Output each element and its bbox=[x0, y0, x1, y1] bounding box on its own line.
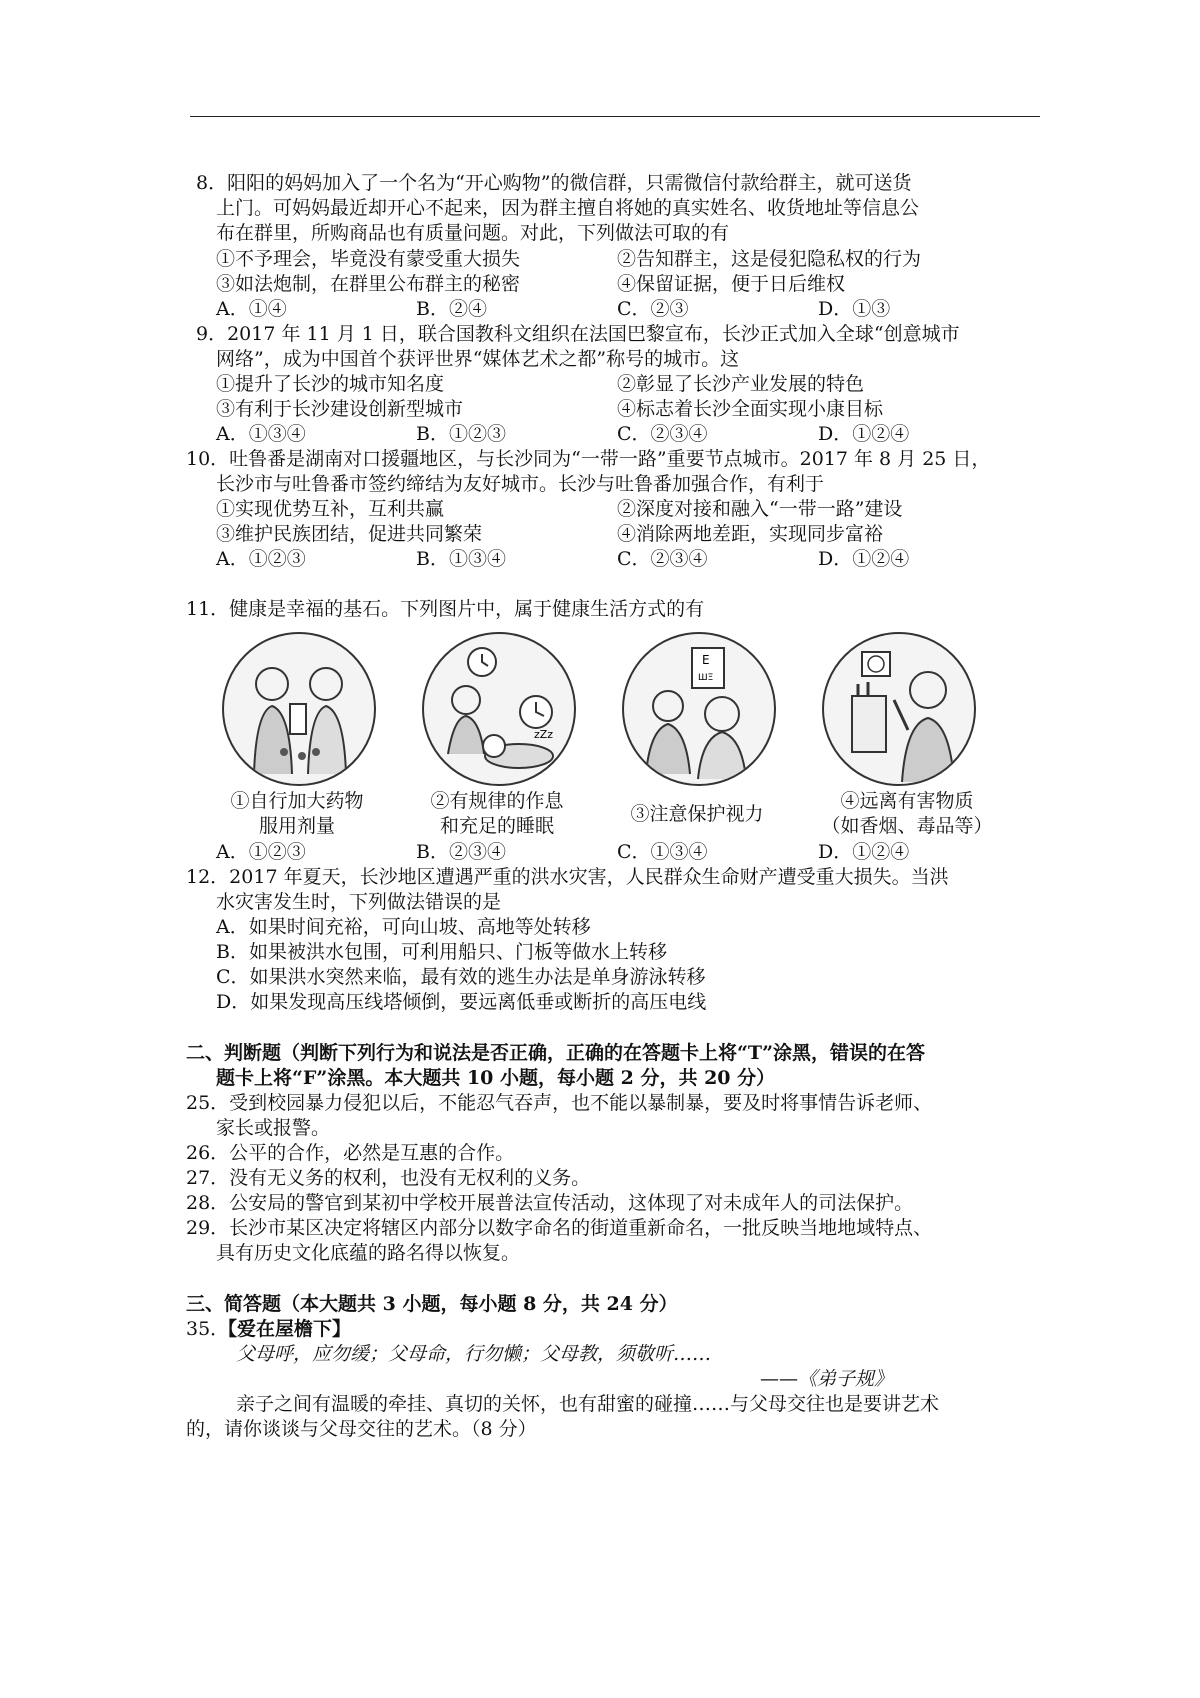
caption-1-line-1: ①自行加大药物 bbox=[230, 790, 364, 812]
caption-4-line-1: ④远离有害物质 bbox=[840, 790, 974, 812]
q10-item-1: ①实现优势互补，互利共赢 bbox=[216, 498, 445, 520]
q10-line-1: 10．吐鲁番是湖南对口援疆地区，与长沙同为“一带一路”重要节点城市。2017 年 8 月 25 日， bbox=[186, 448, 991, 470]
q10-option-b: B．①③④ bbox=[416, 548, 506, 570]
q9-option-b: B．①②③ bbox=[416, 423, 506, 445]
svg-text:E: E bbox=[702, 653, 710, 667]
q29-line-1: 29．长沙市某区决定将辖区内部分以数字命名的街道重新命名，一批反映当地地域特点、 bbox=[186, 1217, 933, 1239]
q12-line-2: 水灾害发生时，下列做法错误的是 bbox=[216, 891, 502, 913]
section2-heading-line-1: 二、判断题（判断下列行为和说法是否正确，正确的在答题卡上将“T”涂黑，错误的在答 bbox=[186, 1042, 925, 1064]
q11-stem: 11．健康是幸福的基石。下列图片中，属于健康生活方式的有 bbox=[186, 598, 705, 620]
q12-option-a: A．如果时间充裕，可向山坡、高地等处转移 bbox=[216, 916, 591, 938]
q35-title: 【爱在屋檐下】 bbox=[218, 1318, 352, 1340]
illustration-eyes bbox=[622, 632, 776, 786]
q9-item-1: ①提升了长沙的城市知名度 bbox=[216, 373, 445, 395]
q9-item-3: ③有利于长沙建设创新型城市 bbox=[216, 398, 464, 420]
q8-option-b: B．②④ bbox=[416, 298, 487, 320]
q8-item-2: ②告知群主，这是侵犯隐私权的行为 bbox=[617, 248, 922, 270]
q10-option-a: A．①②③ bbox=[216, 548, 306, 570]
caption-3-line-1: ③注意保护视力 bbox=[630, 803, 764, 825]
q11-option-d: D．①②④ bbox=[818, 841, 910, 863]
q10-option-d: D．①②④ bbox=[818, 548, 910, 570]
caption-2-line-2: 和充足的睡眠 bbox=[439, 815, 554, 837]
q9-option-c: C．②③④ bbox=[617, 423, 708, 445]
q8-line-2: 上门。可妈妈最近却开心不起来，因为群主擅自将她的真实姓名、收货地址等信息公 bbox=[216, 197, 920, 219]
q12-option-d: D．如果发现高压线塔倾倒，要远离低垂或断折的高压电线 bbox=[216, 991, 707, 1013]
header-rule bbox=[190, 116, 1040, 117]
q29-line-2: 具有历史文化底蕴的路名得以恢复。 bbox=[216, 1242, 521, 1264]
q8-option-c: C．②③ bbox=[617, 298, 689, 320]
q8-item-1: ①不予理会，毕竟没有蒙受重大损失 bbox=[216, 248, 521, 270]
q11-option-b: B．②③④ bbox=[416, 841, 506, 863]
q10-item-3: ③维护民族团结，促进共同繁荣 bbox=[216, 523, 483, 545]
q8-line-1: 8．阳阳的妈妈加入了一个名为“开心购物”的微信群，只需微信付款给群主，就可送货 bbox=[196, 172, 912, 194]
q26: 26．公平的合作，必然是互惠的合作。 bbox=[186, 1142, 515, 1164]
q8-item-3: ③如法炮制，在群里公布群主的秘密 bbox=[216, 273, 521, 295]
q12-option-c: C．如果洪水突然来临，最有效的逃生办法是单身游泳转移 bbox=[216, 966, 706, 988]
q25-line-2: 家长或报警。 bbox=[216, 1117, 331, 1139]
q35-quote: 父母呼，应勿缓；父母命，行勿懒；父母教，须敬听…… bbox=[236, 1343, 712, 1365]
q8-option-a: A．①④ bbox=[216, 298, 287, 320]
q35-body-line-1: 亲子之间有温暖的牵挂、真切的关怀，也有甜蜜的碰撞……与父母交往也是要讲艺术 bbox=[236, 1393, 940, 1415]
section2-heading-line-2: 题卡上将“F”涂黑。本大题共 10 小题，每小题 2 分，共 20 分） bbox=[216, 1067, 776, 1089]
caption-1-line-2: 服用剂量 bbox=[258, 815, 335, 837]
illustration-sleep bbox=[422, 632, 576, 786]
q35-number: 35． bbox=[186, 1318, 230, 1340]
q9-item-2: ②彰显了长沙产业发展的特色 bbox=[617, 373, 865, 395]
q11-option-c: C．①③④ bbox=[617, 841, 708, 863]
q8-item-4: ④保留证据，便于日后维权 bbox=[617, 273, 846, 295]
caption-4-line-2: （如香烟、毒品等） bbox=[821, 815, 993, 837]
illustration-medicine bbox=[222, 632, 376, 786]
q9-option-a: A．①③④ bbox=[216, 423, 306, 445]
q12-line-1: 12．2017 年夏天，长沙地区遭遇严重的洪水灾害，人民群众生命财产遭受重大损失。当洪 bbox=[186, 866, 949, 888]
q10-option-c: C．②③④ bbox=[617, 548, 708, 570]
q8-line-3: 布在群里，所购商品也有质量问题。对此，下列做法可取的有 bbox=[216, 222, 730, 244]
q10-line-2: 长沙市与吐鲁番市签约缔结为友好城市。长沙与吐鲁番加强合作，有利于 bbox=[216, 473, 825, 495]
illustration-no-smoking bbox=[822, 632, 976, 786]
q11-option-a: A．①②③ bbox=[216, 841, 306, 863]
q12-option-b: B．如果被洪水包围，可利用船只、门板等做水上转移 bbox=[216, 941, 667, 963]
q35-quote-source: ——《弟子规》 bbox=[760, 1368, 894, 1390]
q9-line-1: 9．2017 年 11 月 1 日，联合国教科文组织在法国巴黎宣布，长沙正式加入全球“创意城市 bbox=[196, 323, 960, 345]
svg-text:zZz: zZz bbox=[534, 728, 554, 741]
q10-item-2: ②深度对接和融入“一带一路”建设 bbox=[617, 498, 903, 520]
q28: 28．公安局的警官到某初中学校开展普法宣传活动，这体现了对未成年人的司法保护。 bbox=[186, 1192, 914, 1214]
q25-line-1: 25．受到校园暴力侵犯以后，不能忍气吞声，也不能以暴制暴，要及时将事情告诉老师、 bbox=[186, 1092, 933, 1114]
q9-option-d: D．①②④ bbox=[818, 423, 910, 445]
svg-text:ШΞ: ШΞ bbox=[698, 673, 714, 683]
q27: 27．没有无义务的权利，也没有无权利的义务。 bbox=[186, 1167, 591, 1189]
section3-heading: 三、简答题（本大题共 3 小题，每小题 8 分，共 24 分） bbox=[186, 1293, 678, 1315]
q9-item-4: ④标志着长沙全面实现小康目标 bbox=[617, 398, 884, 420]
q9-line-2: 网络”，成为中国首个获评世界“媒体艺术之都”称号的城市。这 bbox=[216, 348, 740, 370]
q35-body-line-2: 的，请你谈谈与父母交往的艺术。（8 分） bbox=[186, 1418, 537, 1440]
caption-2-line-1: ②有规律的作息 bbox=[430, 790, 564, 812]
q10-item-4: ④消除两地差距，实现同步富裕 bbox=[617, 523, 884, 545]
q8-option-d: D．①③ bbox=[818, 298, 891, 320]
